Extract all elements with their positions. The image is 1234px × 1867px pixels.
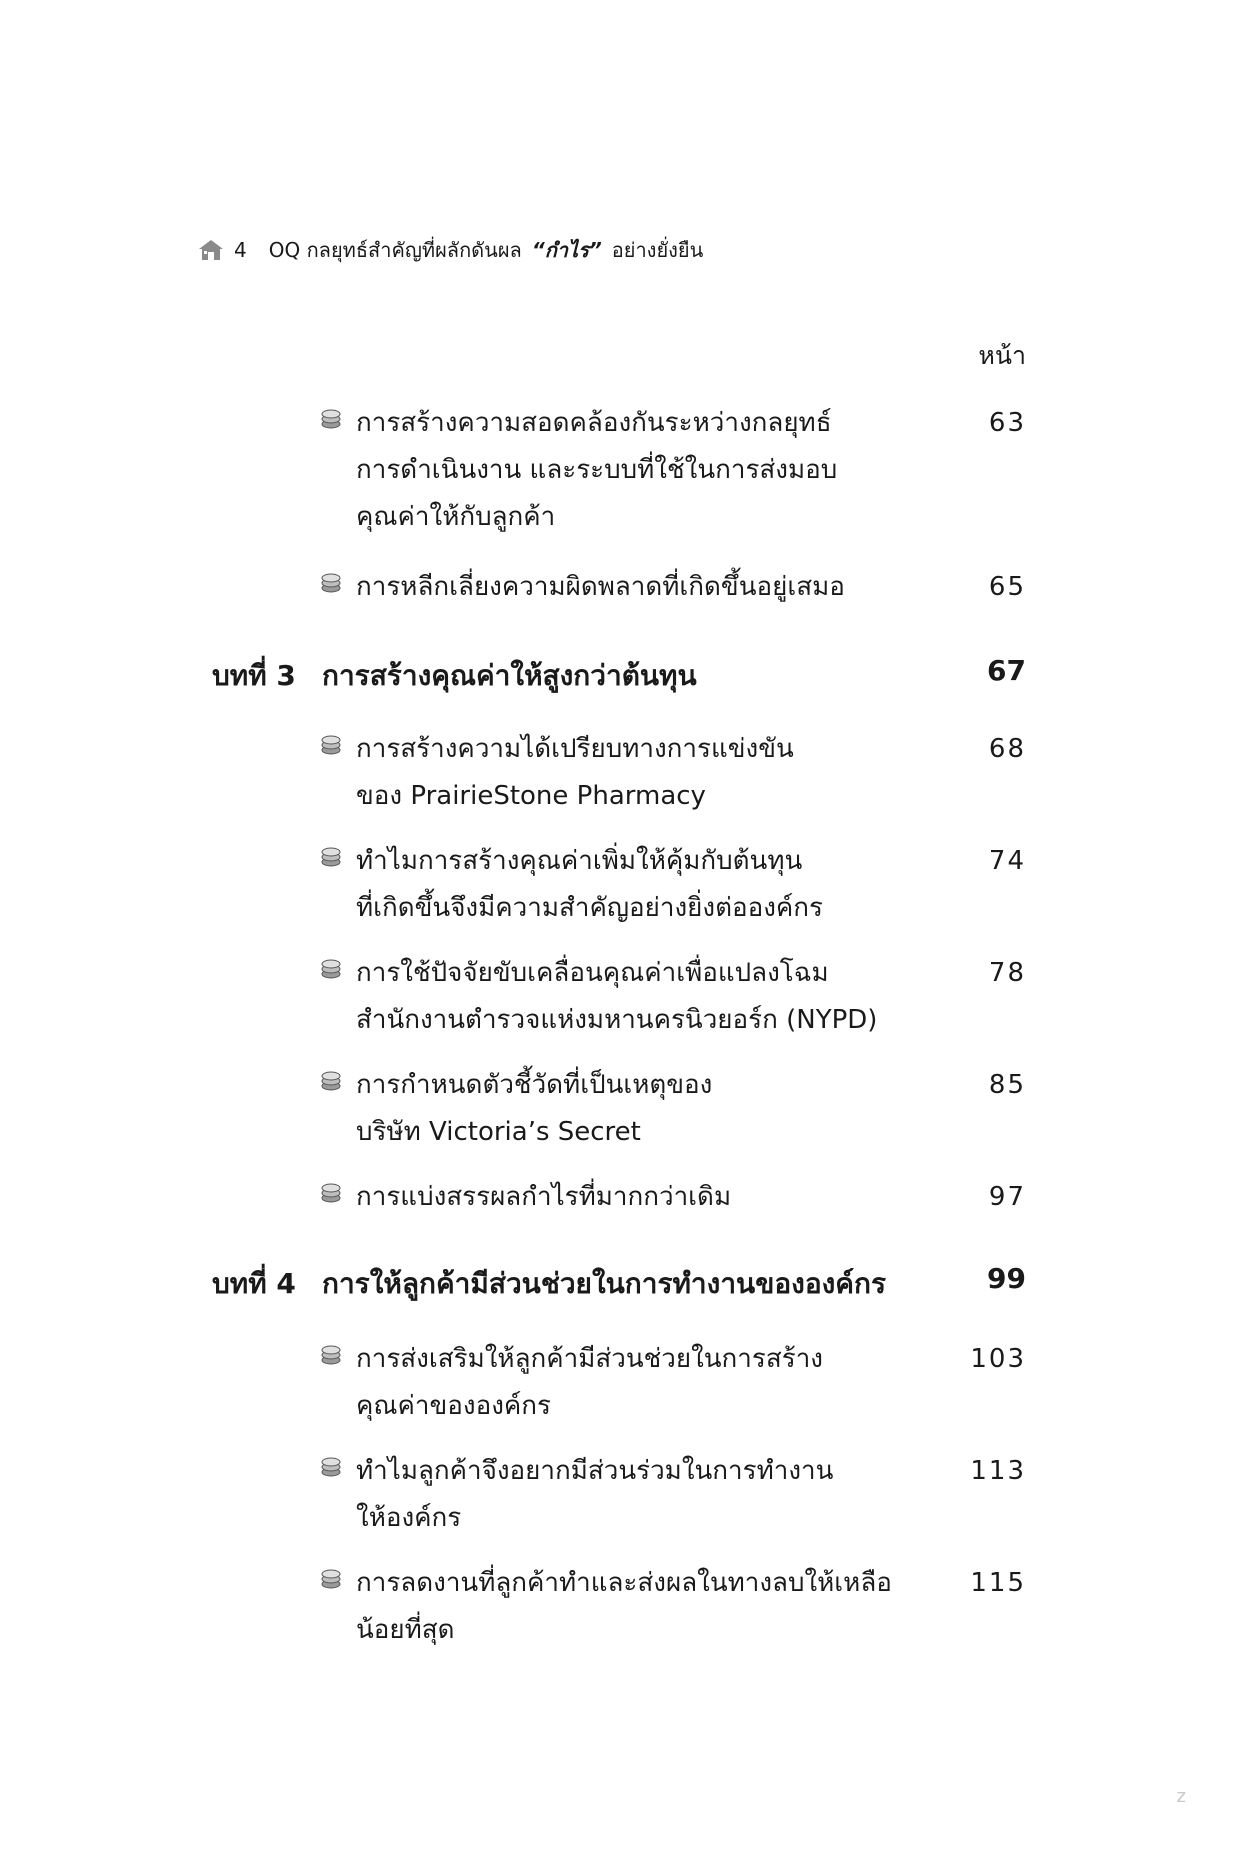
toc-entry-page: 113 [970,1456,1026,1486]
toc-entry-page: 85 [988,1070,1026,1100]
toc-entry[interactable] [320,564,1026,611]
toc-entry[interactable] [320,950,1026,1044]
toc-entry-title: การกำหนดตัวชี้วัดที่เป็นเหตุของ บริษัท Victoria’s Secret [356,1070,713,1147]
coin-stack-icon [320,1456,342,1478]
page-column-label: หน้า [978,341,1026,370]
toc-entry[interactable] [320,726,1026,820]
toc-entry[interactable] [320,838,1026,932]
toc-entry[interactable] [320,1336,1026,1430]
chapter-page: 67 [987,654,1026,687]
toc-entry-page: 115 [970,1568,1026,1598]
toc-entry-page: 68 [988,734,1026,764]
toc-entry-title: การลดงานที่ลูกค้าทำและส่งผลในทางลบให้เหลือ น้อยที่สุด [356,1568,892,1645]
toc-entry[interactable] [320,1062,1026,1156]
toc-entry-title: ทำไมการสร้างคุณค่าเพิ่มให้คุ้มกับต้นทุน ที่เกิดขึ้นจึงมีความสำคัญอย่างยิ่งต่อองค์กร [356,846,823,923]
header-title: OQ กลยุทธ์สำคัญที่ผลักดันผล [268,238,522,262]
toc-entry-title: การหลีกเลี่ยงความผิดพลาดที่เกิดขึ้นอยู่เสมอ [356,572,845,602]
coin-stack-icon [320,572,342,594]
toc-entry[interactable] [320,400,1026,541]
toc-entry-title: การสร้างความสอดคล้องกันระหว่างกลยุทธ์ การดำเนินงาน และระบบที่ใช้ในการส่งมอบ คุณค่าให้กับลูกค้า [356,408,838,532]
coin-stack-icon [320,1568,342,1590]
toc-entry-page: 103 [970,1344,1026,1374]
toc-entry-page: 65 [988,572,1026,602]
toc-entry-title: การสร้างความได้เปรียบทางการแข่งขัน ของ PrairieStone Pharmacy [356,734,794,811]
chapter-label: บทที่ 4 [212,1267,296,1300]
header-title-end: อย่างยั่งยืน [611,238,704,262]
chapter-title: การสร้างคุณค่าให้สูงกว่าต้นทุน [322,659,697,692]
chapter-title: การให้ลูกค้ามีส่วนช่วยในการทำงานขององค์กร [322,1267,887,1300]
home-icon [198,239,224,261]
coin-stack-icon [320,1070,342,1092]
toc-entry[interactable] [320,1174,1026,1221]
toc-entry-title: การแบ่งสรรผลกำไรที่มากกว่าเดิม [356,1182,732,1212]
chapter-page: 99 [987,1262,1026,1295]
toc-entry[interactable] [320,1560,1026,1654]
running-header [198,234,703,266]
coin-stack-icon [320,1344,342,1366]
coin-stack-icon [320,408,342,430]
header-title-italic: “กำไร” [531,238,602,262]
corner-mark: z [1176,1786,1186,1807]
chapter-label: บทที่ 3 [212,659,296,692]
toc-entry-page: 78 [988,958,1026,988]
toc-entry-page: 63 [988,408,1026,438]
toc-entry-page: 97 [988,1182,1026,1212]
coin-stack-icon [320,1182,342,1204]
toc-entry-page: 74 [988,846,1026,876]
coin-stack-icon [320,958,342,980]
toc-entry-title: ทำไมลูกค้าจึงอยากมีส่วนร่วมในการทำงาน ให้องค์กร [356,1456,834,1533]
toc-entry[interactable] [320,1448,1026,1542]
toc-entry-title: การใช้ปัจจัยขับเคลื่อนคุณค่าเพื่อแปลงโฉม สำนักงานตำรวจแห่งมหานครนิวยอร์ก (NYPD) [356,958,878,1035]
header-page-number: 4 [234,238,247,262]
toc-entry-title: การส่งเสริมให้ลูกค้ามีส่วนช่วยในการสร้าง คุณค่าขององค์กร [356,1344,823,1421]
coin-stack-icon [320,734,342,756]
coin-stack-icon [320,846,342,868]
